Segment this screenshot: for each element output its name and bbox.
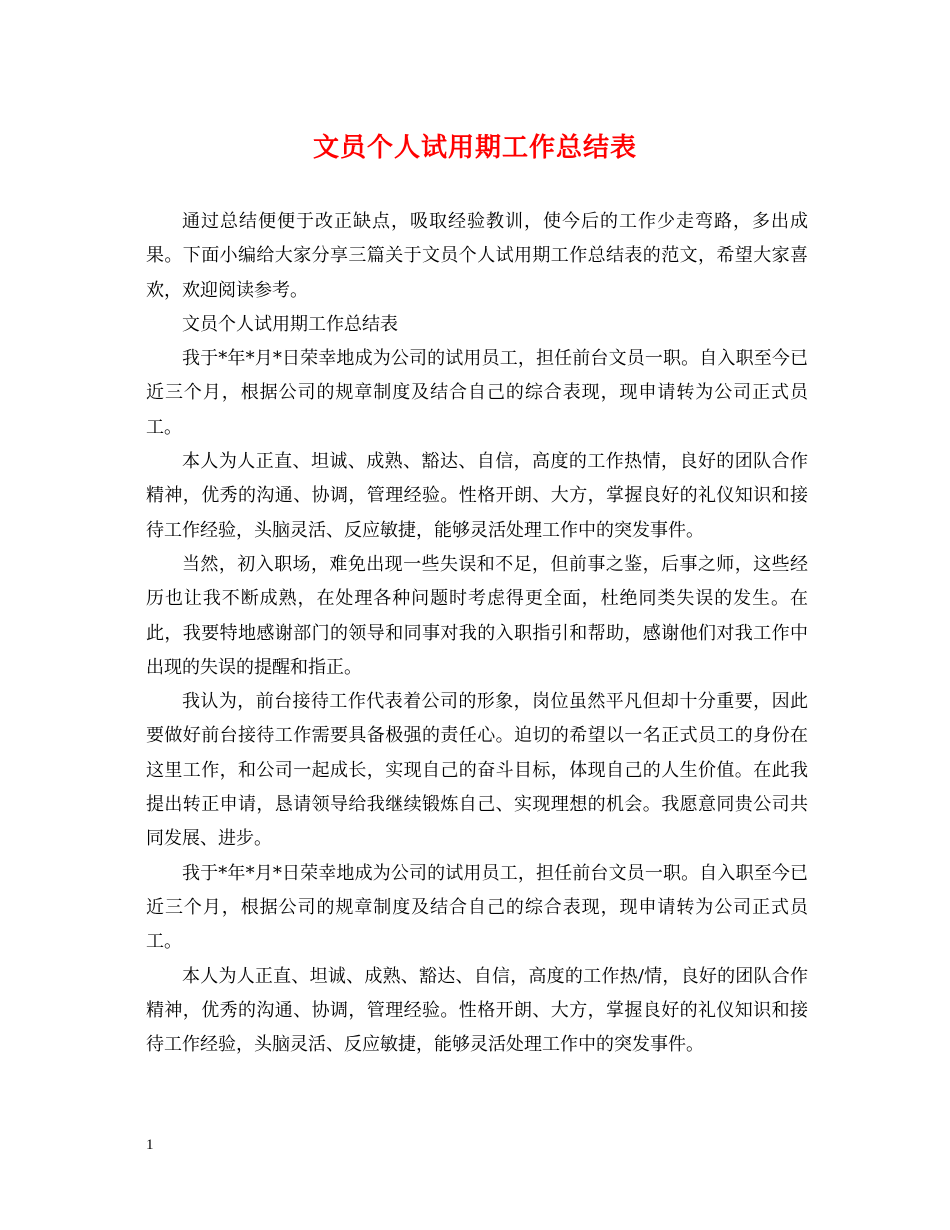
paragraph-5: 我于*年*月*日荣幸地成为公司的试用员工，担任前台文员一职。自入职至今已近三个月，根据公司的规章制度及结合自己的综合表现，现申请转为公司正式员工。	[146, 862, 808, 953]
paragraph-3: 当然，初入职场，难免出现一些失误和不足，但前事之鉴，后事之师，这些经历也让我不断成熟，在处理各种问题时考虑得更全面，杜绝同类失误的发生。在此，我要特地感谢部门的领导和同事对我的入职指引和帮助，感谢他们对我工作中出现的失误的提醒和指正。	[146, 553, 808, 678]
paragraph-6: 本人为人正直、坦诚、成熟、豁达、自信，高度的工作热/情，良好的团队合作精神，优秀的沟通、协调，管理经验。性格开朗、大方，掌握良好的礼仪知识和接待工作经验，头脑灵活、反应敏捷，能够灵活处理工作中的突发事件。	[146, 965, 808, 1056]
document-body	[146, 205, 808, 1062]
page-number: 1	[146, 1137, 154, 1153]
paragraph-4: 我认为，前台接待工作代表着公司的形象，岗位虽然平凡但却十分重要，因此要做好前台接待工作需要具备极强的责任心。迫切的希望以一名正式员工的身份在这里工作，和公司一起成长，实现自己的奋斗目标，体现自己的人生价值。在此我提出转正申请，恳请领导给我继续锻炼自己、实现理想的机会。我愿意同贵公司共同发展、进步。	[146, 691, 808, 850]
paragraph-1: 我于*年*月*日荣幸地成为公司的试用员工，担任前台文员一职。自入职至今已近三个月，根据公司的规章制度及结合自己的综合表现，现申请转为公司正式员工。	[146, 348, 808, 438]
paragraph-subheading: 文员个人试用期工作总结表	[182, 313, 398, 335]
paragraph-intro: 通过总结便便于改正缺点，吸取经验教训，使今后的工作少走弯路，多出成果。下面小编给大家分享三篇关于文员个人试用期工作总结表的范文，希望大家喜欢，欢迎阅读参考。	[146, 211, 808, 301]
paragraph-2: 本人为人正直、坦诚、成熟、豁达、自信，高度的工作热情，良好的团队合作精神，优秀的沟通、协调，管理经验。性格开朗、大方，掌握良好的礼仪知识和接待工作经验，头脑灵活、反应敏捷，能够灵活处理工作中的突发事件。	[146, 451, 808, 541]
document-title: 文员个人试用期工作总结表	[312, 133, 637, 163]
